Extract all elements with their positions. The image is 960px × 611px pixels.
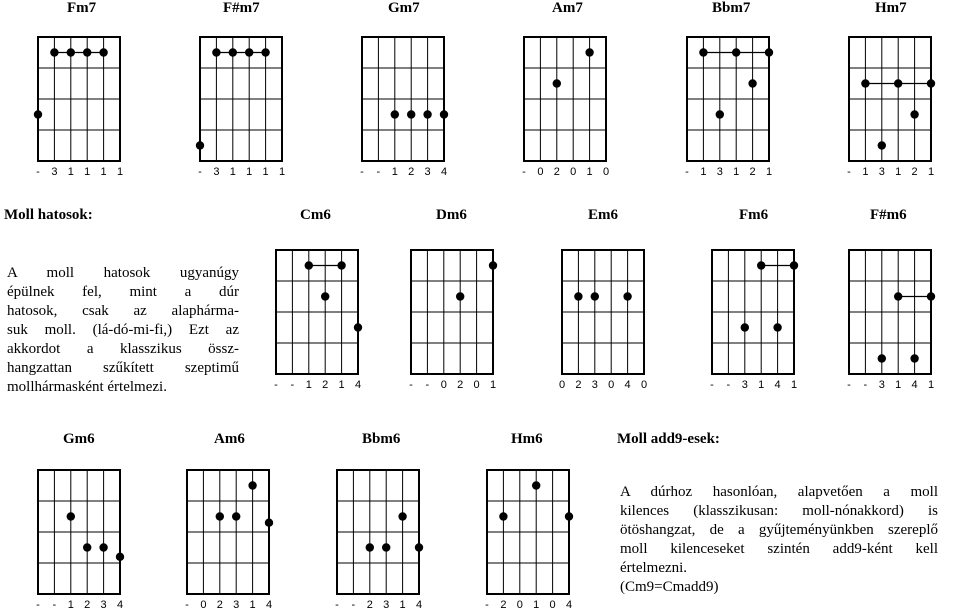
finger-number: 2 <box>500 599 507 611</box>
finger-number: 2 <box>216 599 223 611</box>
moll6-line-5: akkordot a klasszikus össz- <box>7 341 239 357</box>
finger-number: 4 <box>774 379 781 391</box>
moll6-line-7: mollhármasként értelmezi. <box>7 379 167 395</box>
finger-dot <box>878 354 886 362</box>
finger-dot <box>354 323 362 331</box>
finger-number: 4 <box>911 379 918 391</box>
finger-number: - <box>351 599 356 611</box>
finger-dot <box>565 512 573 520</box>
finger-number: 3 <box>591 379 598 391</box>
finger-number: - <box>522 166 526 178</box>
finger-number: 1 <box>278 166 286 178</box>
finger-dot <box>99 48 107 56</box>
finger-number: 4 <box>440 166 448 178</box>
finger-number: 1 <box>927 379 935 391</box>
chord-title-r1-3: Am7 <box>552 0 583 16</box>
finger-number: 1 <box>765 166 773 178</box>
finger-number: - <box>847 166 851 178</box>
chord-title-r3-2: Bbm6 <box>362 431 401 447</box>
chord-title-r1-2: Gm7 <box>388 0 420 16</box>
finger-dot <box>910 354 918 362</box>
finger-dot <box>741 323 749 331</box>
add9-line-2: kilences (klasszikusan: moll-nónakkord) is <box>620 503 938 519</box>
finger-dot <box>790 261 798 269</box>
finger-dot <box>748 79 756 87</box>
chord-title-r1-5: Hm7 <box>875 0 907 16</box>
finger-number: 3 <box>878 379 885 391</box>
finger-dot <box>99 543 107 551</box>
finger-dot <box>232 512 240 520</box>
finger-number: 3 <box>233 599 240 611</box>
finger-number: 1 <box>246 166 253 178</box>
chord-diagram-r1-5 <box>843 33 937 165</box>
finger-dot <box>489 261 497 269</box>
finger-number: - <box>36 166 40 178</box>
chord-title-r3-3: Hm6 <box>511 431 543 447</box>
chord-diagram-r3-0 <box>32 466 126 598</box>
finger-number: 1 <box>84 166 91 178</box>
chord-diagram-r3-1 <box>181 466 275 598</box>
moll6-line-3: hatosok, csak az alaphárma- <box>7 303 239 319</box>
finger-number: 1 <box>229 166 236 178</box>
moll6-line-4: suk moll. (lá-dó-mi-fi,) Ezt az <box>7 322 239 338</box>
finger-dot <box>553 79 561 87</box>
moll6-line-6: hangzattan szűkített szeptimű <box>7 360 239 376</box>
finger-number: 2 <box>322 379 329 391</box>
finger-number: 0 <box>537 166 544 178</box>
finger-number: 4 <box>565 599 573 611</box>
finger-number: - <box>198 166 202 178</box>
finger-number: 2 <box>575 379 582 391</box>
finger-number: 4 <box>116 599 124 611</box>
finger-number: 2 <box>84 599 91 611</box>
finger-dot <box>757 261 765 269</box>
finger-number: 4 <box>354 379 362 391</box>
finger-dot <box>574 292 582 300</box>
chord-diagram-r1-0 <box>32 33 126 165</box>
finger-dot <box>532 481 540 489</box>
chord-title-r2-0: Cm6 <box>300 207 331 223</box>
finger-number: - <box>52 599 57 611</box>
chord-title-r2-1: Dm6 <box>436 207 467 223</box>
chord-diagram-r3-3 <box>481 466 575 598</box>
finger-number: 2 <box>457 379 464 391</box>
finger-number: 0 <box>200 599 207 611</box>
finger-number: 1 <box>489 379 497 391</box>
finger-number: 0 <box>558 379 566 391</box>
finger-dot <box>83 543 91 551</box>
finger-number: - <box>425 379 430 391</box>
finger-number: 2 <box>911 166 918 178</box>
finger-dot <box>83 48 91 56</box>
finger-number: 0 <box>608 379 615 391</box>
finger-number: 1 <box>116 166 124 178</box>
finger-dot <box>407 110 415 118</box>
finger-dot <box>265 519 273 527</box>
finger-number: 0 <box>549 599 556 611</box>
finger-dot <box>927 79 935 87</box>
finger-number: 2 <box>408 166 415 178</box>
finger-number: 1 <box>927 166 935 178</box>
finger-number: 1 <box>533 599 540 611</box>
finger-dot <box>216 512 224 520</box>
chord-title-r1-1: F#m7 <box>223 0 260 16</box>
finger-dot <box>261 48 269 56</box>
finger-number: - <box>863 379 868 391</box>
finger-number: - <box>290 379 295 391</box>
finger-dot <box>366 543 374 551</box>
finger-number: - <box>335 599 339 611</box>
finger-number: - <box>685 166 689 178</box>
finger-number: - <box>185 599 189 611</box>
finger-dot <box>116 553 124 561</box>
finger-dot <box>245 48 253 56</box>
finger-number: - <box>847 379 851 391</box>
chord-diagram-r2-2 <box>556 246 650 378</box>
chord-diagram-r2-3 <box>706 246 800 378</box>
finger-number: 1 <box>100 166 107 178</box>
chord-title-r2-4: F#m6 <box>870 207 907 223</box>
finger-number: 1 <box>895 379 902 391</box>
finger-number: 3 <box>100 599 107 611</box>
finger-dot <box>423 110 431 118</box>
finger-number: - <box>409 379 413 391</box>
finger-number: 1 <box>249 599 256 611</box>
finger-number: - <box>376 166 381 178</box>
add9-paragraph <box>620 483 938 597</box>
finger-number: 1 <box>67 166 74 178</box>
finger-number: 3 <box>741 379 748 391</box>
finger-dot <box>321 292 329 300</box>
finger-number: 0 <box>570 166 577 178</box>
finger-number: 1 <box>262 166 269 178</box>
add9-line-1: A dúrhoz hasonlóan, alapvetően a moll <box>620 484 938 500</box>
finger-dot <box>391 110 399 118</box>
finger-number: 1 <box>895 166 902 178</box>
finger-number: 1 <box>758 379 765 391</box>
finger-dot <box>398 512 406 520</box>
finger-number: 3 <box>424 166 431 178</box>
chord-title-r2-2: Em6 <box>588 207 618 223</box>
chord-diagram-r2-0 <box>270 246 364 378</box>
finger-number: 0 <box>640 379 648 391</box>
finger-dot <box>894 292 902 300</box>
finger-dot <box>499 512 507 520</box>
finger-dot <box>894 79 902 87</box>
chord-title-r1-0: Fm7 <box>67 0 97 16</box>
finger-number: 4 <box>415 599 423 611</box>
finger-number: 1 <box>399 599 406 611</box>
finger-dot <box>927 292 935 300</box>
moll6-line-1: A moll hatosok ugyanúgy <box>7 265 239 281</box>
finger-dot <box>773 323 781 331</box>
finger-dot <box>732 48 740 56</box>
finger-dot <box>878 141 886 149</box>
finger-number: 4 <box>265 599 273 611</box>
chord-diagram-r2-4 <box>843 246 937 378</box>
add9-line-3: ötöshangzat, de a gyűjteményünkben szereplő <box>620 522 938 538</box>
finger-dot <box>67 48 75 56</box>
finger-dot <box>229 48 237 56</box>
chord-diagram-r2-1 <box>405 246 499 378</box>
chord-diagram-r1-3 <box>518 33 612 165</box>
finger-number: 1 <box>391 166 398 178</box>
finger-dot <box>382 543 390 551</box>
finger-number: - <box>360 166 364 178</box>
finger-number: 1 <box>586 166 593 178</box>
finger-number: 3 <box>383 599 390 611</box>
finger-dot <box>591 292 599 300</box>
finger-number: 0 <box>602 166 610 178</box>
finger-number: 3 <box>213 166 220 178</box>
chord-diagram-r3-2 <box>331 466 425 598</box>
finger-number: 4 <box>624 379 631 391</box>
finger-number: - <box>485 599 489 611</box>
finger-dot <box>212 48 220 56</box>
add9-line-4: moll kilenceseket szintén add9-ként kell <box>620 541 938 557</box>
chord-title-r3-0: Gm6 <box>63 431 95 447</box>
finger-dot <box>440 110 448 118</box>
finger-number: 0 <box>473 379 480 391</box>
finger-dot <box>67 512 75 520</box>
add9-heading <box>617 431 720 448</box>
finger-dot <box>716 110 724 118</box>
finger-number: 1 <box>862 166 869 178</box>
add9-line-5: értelmezni. <box>620 560 688 576</box>
finger-number: 2 <box>553 166 560 178</box>
finger-dot <box>765 48 773 56</box>
finger-number: 1 <box>338 379 345 391</box>
moll6-heading: Moll hatosok: <box>4 207 93 223</box>
finger-dot <box>415 543 423 551</box>
finger-number: - <box>274 379 278 391</box>
chord-diagram-r1-4 <box>681 33 775 165</box>
finger-dot <box>623 292 631 300</box>
finger-dot <box>337 261 345 269</box>
finger-number: 1 <box>700 166 707 178</box>
chord-title-r3-1: Am6 <box>214 431 245 447</box>
chord-diagram-r1-2 <box>356 33 450 165</box>
finger-dot <box>585 48 593 56</box>
add9-heading-text: Moll add9-esek: <box>617 431 720 447</box>
finger-dot <box>456 292 464 300</box>
finger-dot <box>196 141 204 149</box>
finger-dot <box>861 79 869 87</box>
finger-dot <box>248 481 256 489</box>
finger-dot <box>34 110 42 118</box>
finger-number: 0 <box>516 599 523 611</box>
finger-number: 3 <box>716 166 723 178</box>
chord-title-r2-3: Fm6 <box>739 207 769 223</box>
finger-number: 1 <box>790 379 798 391</box>
finger-dot <box>305 261 313 269</box>
add9-note: (Cm9=Cmadd9) <box>620 579 719 595</box>
finger-number: - <box>710 379 714 391</box>
finger-dot <box>910 110 918 118</box>
finger-number: 1 <box>305 379 312 391</box>
finger-number: 3 <box>51 166 58 178</box>
finger-number: 2 <box>366 599 373 611</box>
chord-diagram-r1-1 <box>194 33 288 165</box>
moll6-line-2: épülnek fel, mint a dúr <box>7 284 239 300</box>
finger-number: 1 <box>67 599 74 611</box>
finger-number: - <box>36 599 40 611</box>
finger-dot <box>50 48 58 56</box>
finger-number: 1 <box>733 166 740 178</box>
finger-dot <box>699 48 707 56</box>
finger-number: 2 <box>749 166 756 178</box>
finger-number: - <box>726 379 731 391</box>
moll6-paragraph <box>7 264 239 397</box>
chord-title-r1-4: Bbm7 <box>712 0 751 16</box>
finger-number: 0 <box>440 379 447 391</box>
finger-number: 3 <box>878 166 885 178</box>
